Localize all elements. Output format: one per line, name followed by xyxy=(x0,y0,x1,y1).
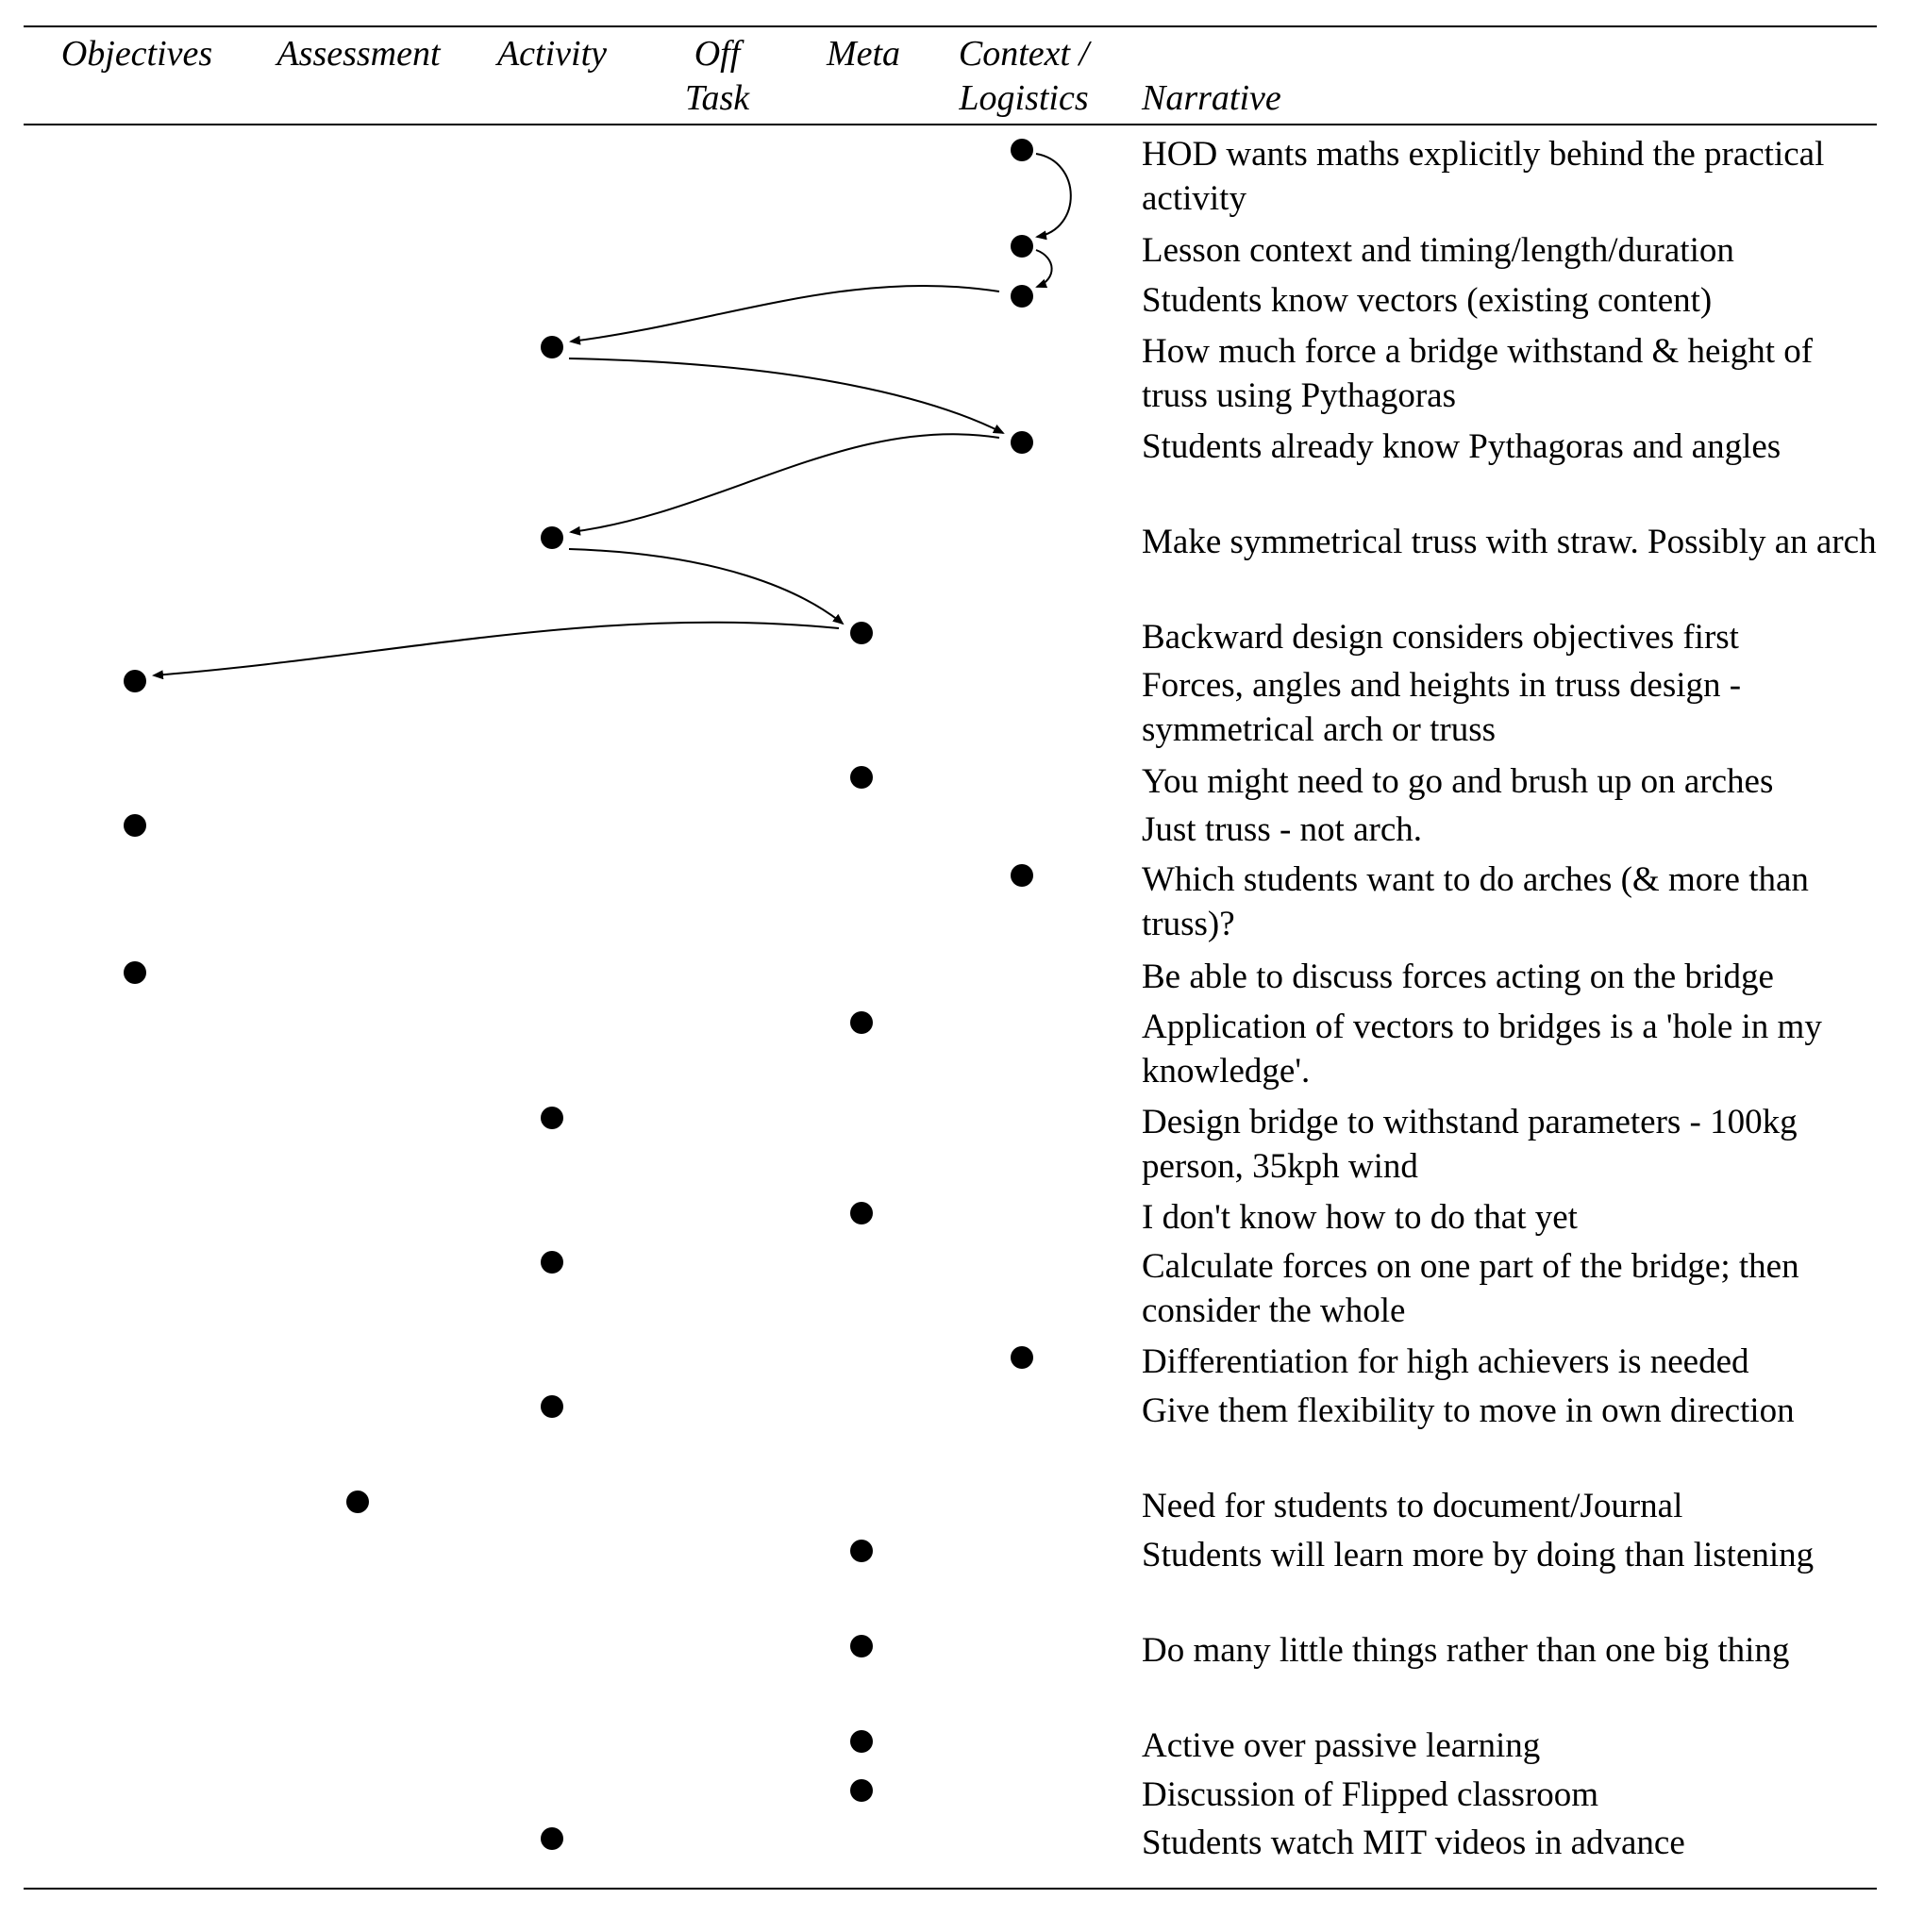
header-objectives: Objectives xyxy=(60,34,213,74)
narrative-text: Lesson context and timing/length/duration xyxy=(1142,231,1734,270)
narrative-text: Which students want to do arches (& more than truss)? xyxy=(1142,860,1809,943)
narrative-text: Application of vectors to bridges is a 'hole in my knowledge'. xyxy=(1142,1008,1822,1091)
header-narrative: Narrative xyxy=(1142,78,1281,118)
link-arrow xyxy=(154,623,839,675)
narrative-text: Students already know Pythagoras and angles xyxy=(1142,427,1782,466)
link-arrow xyxy=(1036,154,1071,237)
narrative-text: Be able to discuss forces acting on the bridge xyxy=(1142,958,1774,996)
narrative-text: You might need to go and brush up on arches xyxy=(1142,762,1774,801)
narrative-text: Need for students to document/Journal xyxy=(1142,1487,1683,1525)
narrative-text: Forces, angles and heights in truss design - symmetrical arch or truss xyxy=(1142,666,1742,749)
narrative-text: Students watch MIT videos in advance xyxy=(1142,1824,1685,1862)
link-arrow xyxy=(569,358,1003,433)
header-assessment: Assessment xyxy=(276,34,441,74)
narrative-text: Students know vectors (existing content) xyxy=(1142,281,1713,320)
header-context-logistics: Context / Logistics xyxy=(958,34,1090,118)
narrative-text: I don't know how to do that yet xyxy=(1142,1198,1578,1237)
narrative-text: Design bridge to withstand parameters - 100kg person, 35kph wind xyxy=(1142,1103,1798,1186)
header-off-task: Off Task xyxy=(684,34,750,118)
narrative-text: Active over passive learning xyxy=(1142,1726,1541,1765)
narrative-text: Backward design considers objectives first xyxy=(1142,618,1739,657)
narrative-text: Differentiation for high achievers is needed xyxy=(1142,1342,1749,1381)
narrative-text: How much force a bridge withstand & height of truss using Pythagoras xyxy=(1142,332,1814,415)
narrative-text: Students will learn more by doing than listening xyxy=(1142,1536,1815,1574)
narrative-text: Do many little things rather than one big thing xyxy=(1142,1631,1790,1670)
link-arrow xyxy=(571,434,999,532)
narrative-text: Give them flexibility to move in own direction xyxy=(1142,1391,1795,1430)
link-arrow xyxy=(571,286,999,341)
narrative-text: Make symmetrical truss with straw. Possibly an arch xyxy=(1142,523,1877,561)
link-arrow xyxy=(1036,250,1052,287)
header-activity: Activity xyxy=(496,34,608,74)
header-meta: Meta xyxy=(826,34,901,74)
narrative-text: Discussion of Flipped classroom xyxy=(1142,1775,1599,1814)
link-arrow xyxy=(569,549,843,624)
narrative-text: Calculate forces on one part of the bridge; then consider the whole xyxy=(1142,1247,1799,1330)
narrative-text: HOD wants maths explicitly behind the practical activity xyxy=(1142,135,1825,218)
narrative-text: Just truss - not arch. xyxy=(1142,810,1422,849)
